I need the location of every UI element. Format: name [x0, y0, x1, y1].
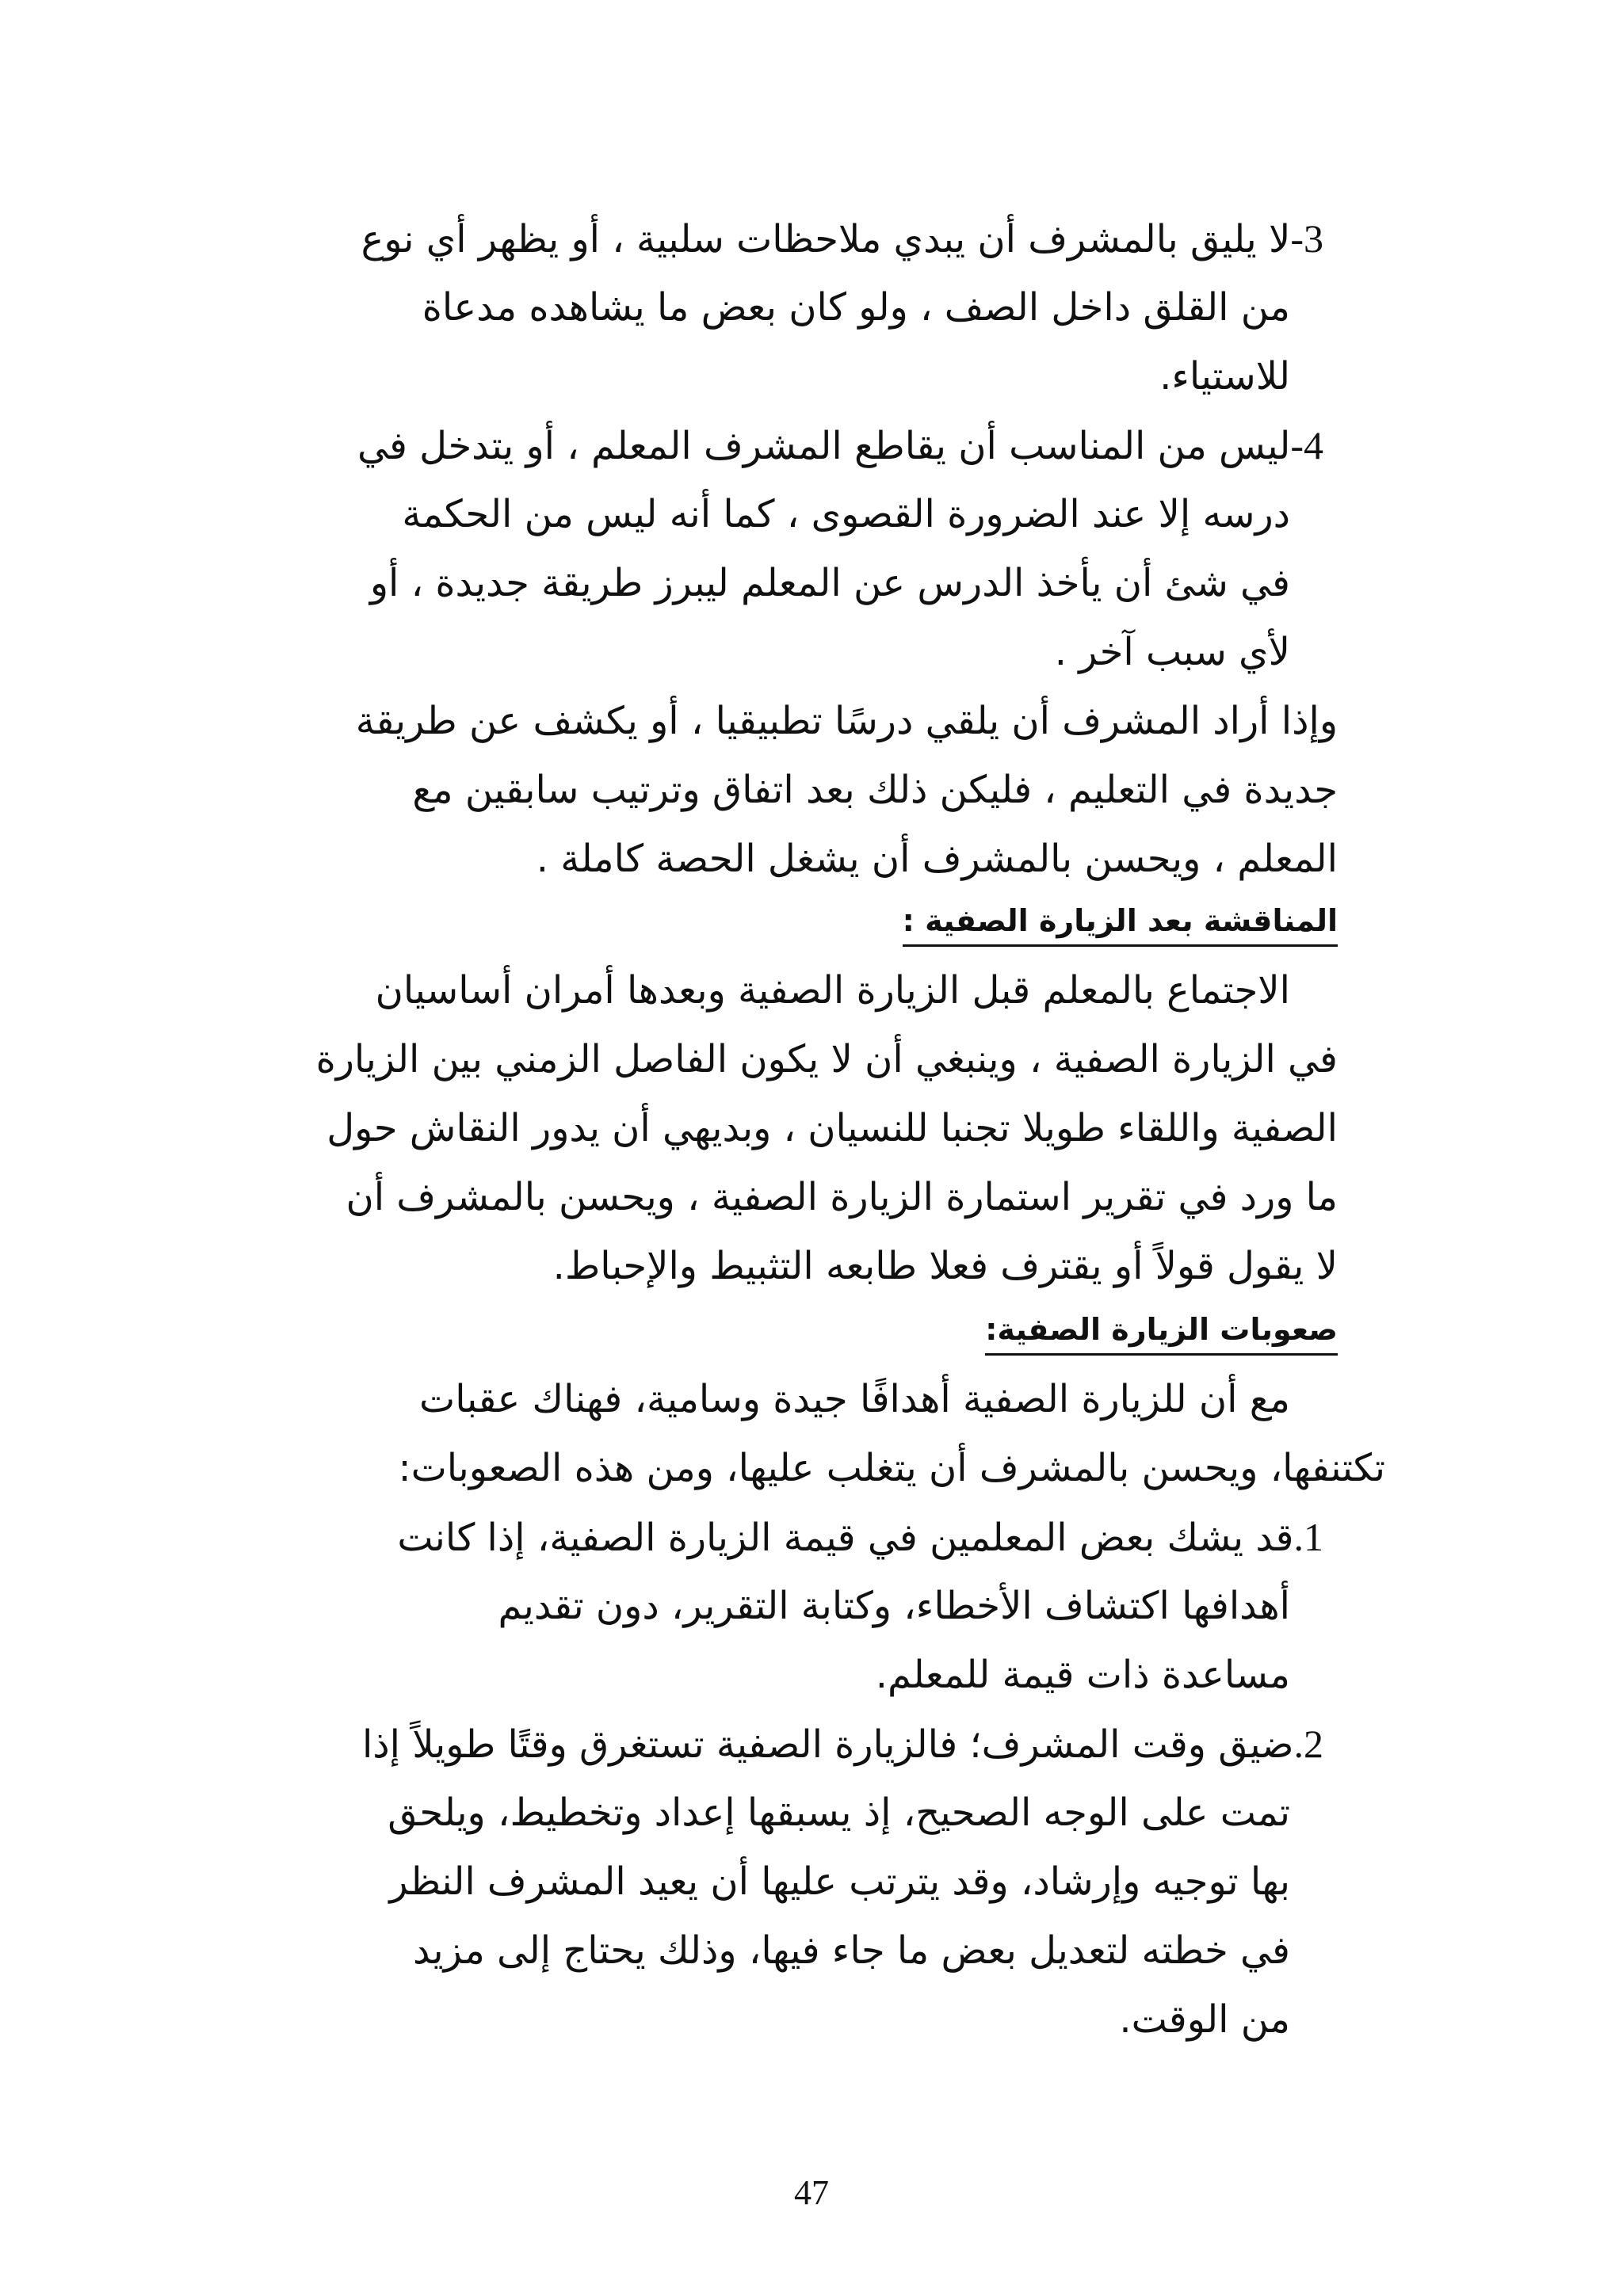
- list-item-3-number: 3-: [1290, 216, 1323, 261]
- paragraph-discussion-line-4: ما ورد في تقرير استمارة الزيارة الصفية ، ويحسن بالمشرف أن: [346, 1175, 1338, 1219]
- difficulty-1-line-2: أهدافها اكتشاف الأخطاء، وكتابة التقرير، دون تقديم: [498, 1584, 1290, 1628]
- list-item-4-line-4: لأي سبب آخر .: [1054, 630, 1290, 674]
- paragraph-discussion-line-3: الصفية واللقاء طويلا تجنبا للنسيان ، وبديهي أن يدور النقاش حول: [327, 1106, 1338, 1150]
- paragraph-difficulties-line-2: تكتنفها، ويحسن بالمشرف أن يتغلب عليها، ومن هذه الصعوبات:: [398, 1446, 1385, 1490]
- difficulty-1-line-3: مساعدة ذات قيمة للمعلم.: [875, 1653, 1290, 1697]
- difficulty-2-number: 2.: [1293, 1722, 1323, 1766]
- paragraph-demo-line-2: جديدة في التعليم ، فليكن ذلك بعد اتفاق وترتيب سابقين مع: [412, 768, 1338, 812]
- difficulty-2-line-2: تمت على الوجه الصحيح، إذ يسبقها إعداد وتخطيط، ويلحق: [388, 1791, 1290, 1835]
- difficulty-1-line-1: 1.قد يشك بعض المعلمين في قيمة الزيارة الصفية، إذا كانت: [397, 1515, 1323, 1560]
- paragraph-discussion-line-2: في الزيارة الصفية ، وينبغي أن لا يكون الفاصل الزمني بين الزيارة: [315, 1037, 1338, 1081]
- section-heading-discussion: المناقشة بعد الزيارة الصفية :: [903, 897, 1338, 947]
- difficulty-2-line-5: من الوقت.: [1119, 1997, 1290, 2042]
- list-item-4-line-3: في شئ أن يأخذ الدرس عن المعلم ليبرز طريقة جديدة ، أو: [369, 561, 1290, 605]
- difficulty-1-number: 1.: [1293, 1515, 1323, 1559]
- list-item-4-line-1: 4-ليس من المناسب أن يقاطع المشرف المعلم ، أو يتدخل في: [357, 423, 1323, 468]
- difficulty-2-line-3: بها توجيه وإرشاد، وقد يترتب عليها أن يعيد المشرف النظر: [389, 1859, 1290, 1904]
- paragraph-demo-line-3: المعلم ، ويحسن بالمشرف أن يشغل الحصة كاملة .: [536, 837, 1338, 881]
- difficulty-2-line-1: 2.ضيق وقت المشرف؛ فالزيارة الصفية تستغرق وقتًا طويلاً إذا: [361, 1722, 1323, 1767]
- list-item-3-line-2: من القلق داخل الصف ، ولو كان بعض ما يشاهده مدعاة: [422, 285, 1290, 330]
- list-item-3-line-1: 3-لا يليق بالمشرف أن يبدي ملاحظات سلبية ، أو يظهر أي نوع: [361, 216, 1323, 261]
- paragraph-demo-line-1: وإذا أراد المشرف أن يلقي درسًا تطبيقيا ، أو يكشف عن طريقة: [355, 699, 1338, 743]
- page-number: 47: [794, 2173, 829, 2212]
- list-item-4-number: 4-: [1290, 423, 1323, 467]
- difficulty-2-line-4: في خطته لتعديل بعض ما جاء فيها، وذلك يحتاج إلى مزيد: [413, 1928, 1290, 1973]
- paragraph-discussion-line-5: لا يقول قولاً أو يقترف فعلا طابعه التثبيط والإحباط.: [552, 1244, 1338, 1288]
- paragraph-discussion-line-1: الاجتماع بالمعلم قبل الزيارة الصفية وبعدها أمران أساسيان: [375, 968, 1290, 1013]
- list-item-4-line-2: درسه إلا عند الضرورة القصوى ، كما أنه ليس من الحكمة: [402, 492, 1290, 536]
- list-item-3-line-3: للاستياء.: [1159, 354, 1290, 399]
- section-heading-difficulties: صعوبات الزيارة الصفية:: [985, 1306, 1338, 1356]
- paragraph-difficulties-line-1: مع أن للزيارة الصفية أهدافًا جيدة وسامية، فهناك عقبات: [419, 1377, 1290, 1421]
